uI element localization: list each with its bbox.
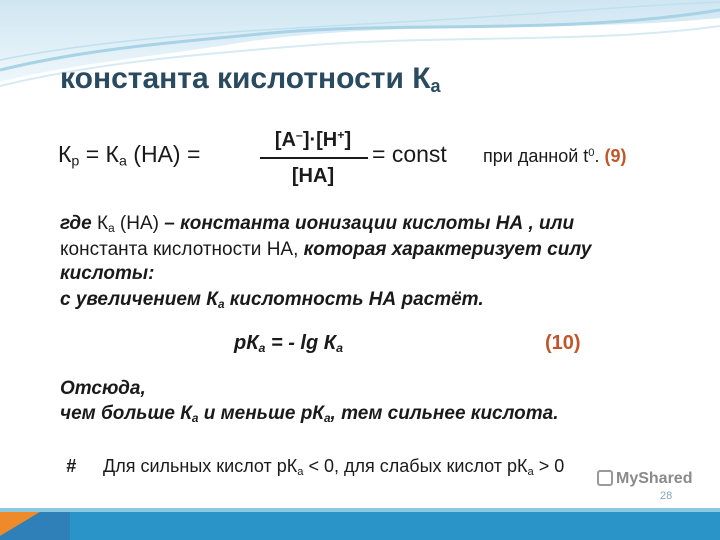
conclusion-line-2: чем больше $К_а$ и меньше $рК_а$, тем сильнее кислота. [60,403,559,425]
equation-10: $рК_а$ = - $\lg К_а$ [234,332,343,356]
equation-9-right: = const [372,141,447,167]
page-number: 28 [660,490,673,502]
definition-line-3: кислоты: [60,263,155,284]
definition-line-1: где $К_а$ (НА) – константа ионизации кислоты НА , или [60,213,575,235]
slide-title: константа кислотности $К_а$ [60,62,441,96]
fraction-denominator: [HA] [291,164,335,187]
watermark: MyShared [597,470,692,488]
note-line: # Для сильных кислот $рК_а < 0$, для слабых кислот $рК_а > 0$ [66,456,565,478]
equation-9-left: $К_р = К_а$ (НА) = [58,141,201,170]
note-hash: # [66,456,77,476]
fraction-bar [260,157,368,159]
fraction-numerator: [A–]·[H+] [274,128,352,151]
conclusion-line-1: Отсюда, [60,378,146,399]
watermark-logo-icon [597,470,613,486]
equation-9-condition: при данной $t^0$. (9) [483,146,627,166]
definition-line-2: константа кислотности НА, которая характеризует силу [60,239,592,260]
equation-9-fraction [258,123,368,188]
equation-10-number: (10) [545,332,581,354]
equation-9-number: (9) [604,146,627,166]
trend-statement: с увеличением $К_а$ кислотность НА растёт. [60,289,484,311]
